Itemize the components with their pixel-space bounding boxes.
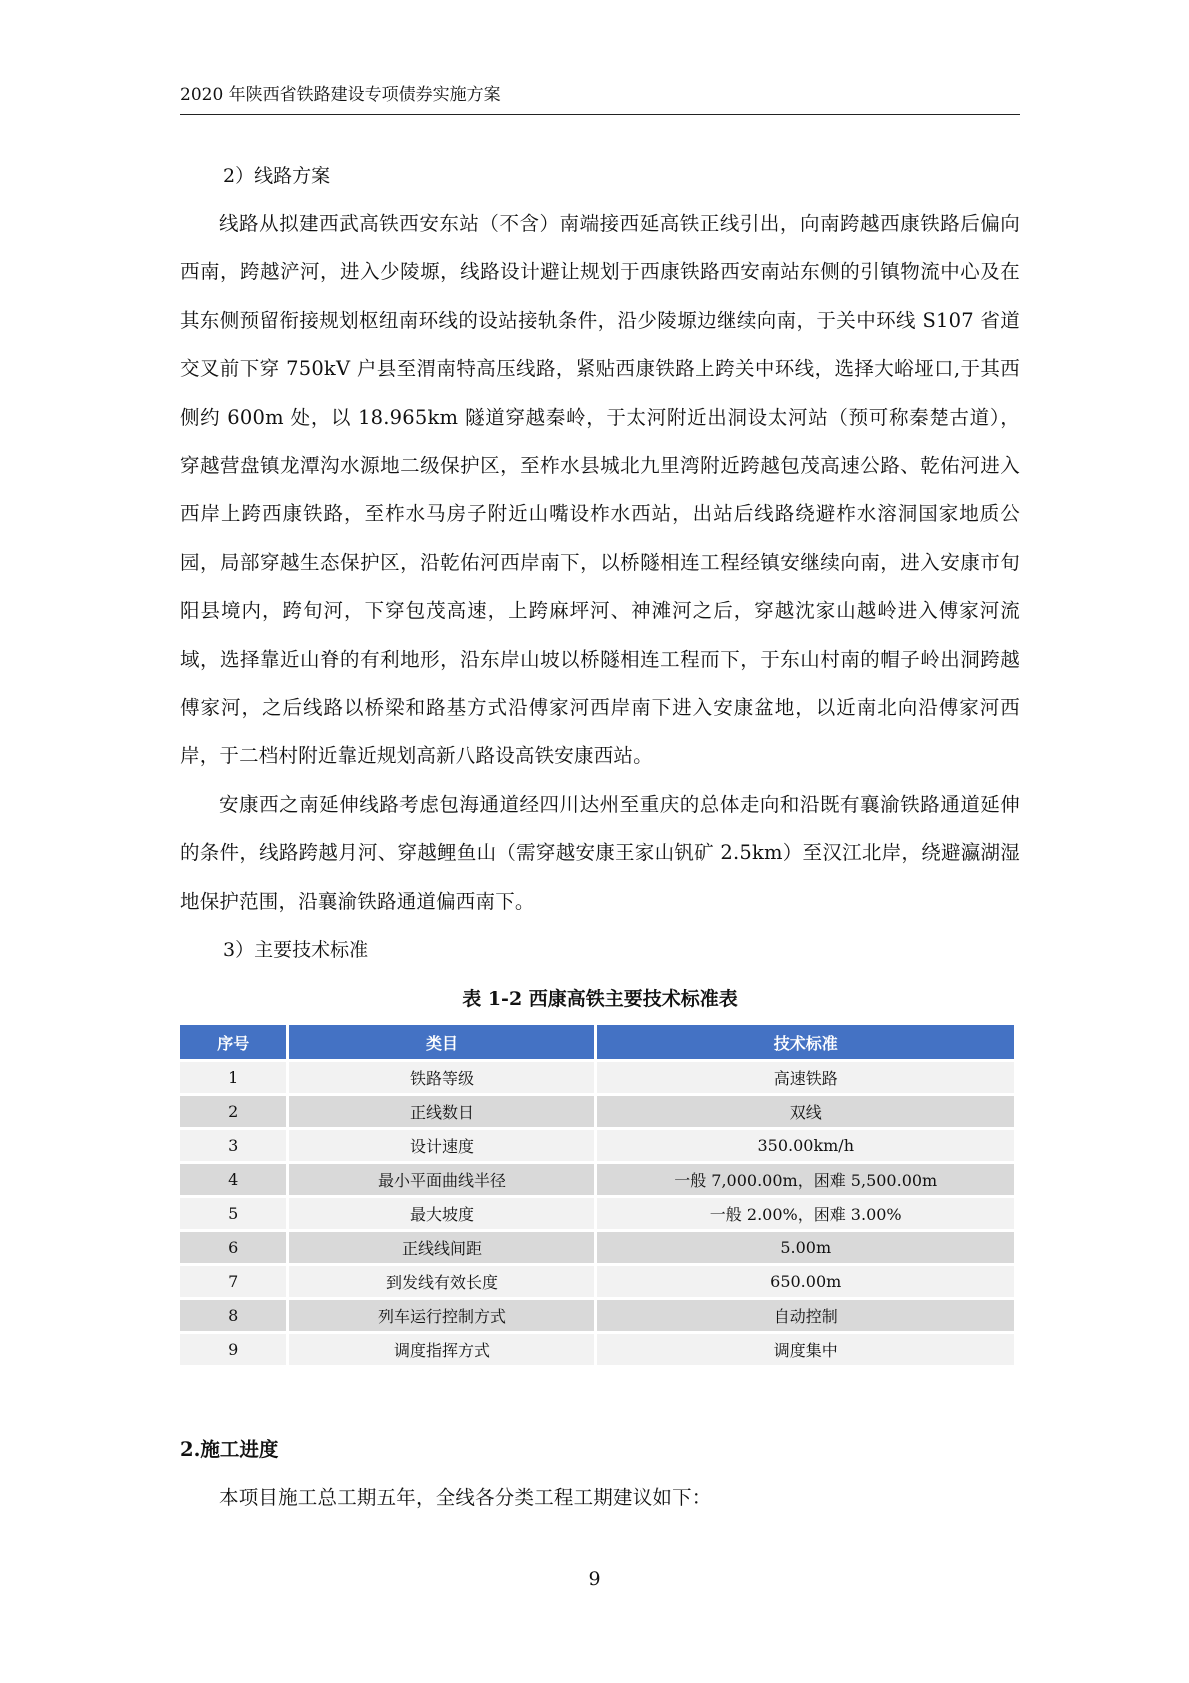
cell-index: 5 xyxy=(180,1198,286,1229)
table-row xyxy=(180,1198,1014,1229)
paragraph-schedule: 本项目施工总工期五年，全线各分类工程工期建议如下： xyxy=(219,1486,712,1510)
cell-category: 列车运行控制方式 xyxy=(289,1300,594,1331)
page-content xyxy=(180,152,1020,1523)
subheading-route-plan: 2）线路方案 xyxy=(223,165,331,187)
header-cell-standard: 技术标准 xyxy=(597,1025,1014,1059)
table-row xyxy=(180,1300,1014,1331)
cell-standard: 自动控制 xyxy=(597,1300,1014,1331)
cell-category: 铁路等级 xyxy=(289,1062,594,1093)
header-cell-index: 序号 xyxy=(180,1025,286,1059)
table-row xyxy=(180,1266,1014,1297)
cell-index: 1 xyxy=(180,1062,286,1093)
cell-category: 调度指挥方式 xyxy=(289,1334,594,1365)
cell-index: 9 xyxy=(180,1334,286,1365)
cell-standard: 650.00m xyxy=(597,1266,1014,1297)
cell-category: 设计速度 xyxy=(289,1130,594,1161)
cell-standard: 5.00m xyxy=(597,1232,1014,1263)
cell-index: 6 xyxy=(180,1232,286,1263)
cell-standard: 高速铁路 xyxy=(597,1062,1014,1093)
cell-category: 正线线间距 xyxy=(289,1232,594,1263)
table-caption: 表 1-2 西康高铁主要技术标准表 xyxy=(462,988,738,1011)
header-cell-category: 类目 xyxy=(289,1025,594,1059)
cell-category: 最小平面曲线半径 xyxy=(289,1164,594,1195)
cell-standard: 调度集中 xyxy=(597,1334,1014,1365)
cell-index: 7 xyxy=(180,1266,286,1297)
table-row xyxy=(180,1130,1014,1161)
cell-category: 最大坡度 xyxy=(289,1198,594,1229)
cell-standard: 350.00km/h xyxy=(597,1130,1014,1161)
table-header-row xyxy=(180,1025,1014,1059)
cell-standard: 双线 xyxy=(597,1096,1014,1127)
table-row xyxy=(180,1164,1014,1195)
table-row xyxy=(180,1062,1014,1093)
page-number: 9 xyxy=(588,1568,601,1590)
cell-index: 3 xyxy=(180,1130,286,1161)
cell-standard: 一般 2.00%，困难 3.00% xyxy=(597,1198,1014,1229)
cell-category: 正线数日 xyxy=(289,1096,594,1127)
header-title: 2020 年陕西省铁路建设专项债券实施方案 xyxy=(180,85,501,105)
cell-index: 2 xyxy=(180,1096,286,1127)
cell-index: 8 xyxy=(180,1300,286,1331)
subheading-technical-standards: 3）主要技术标准 xyxy=(223,939,369,962)
table-row xyxy=(180,1232,1014,1263)
paragraph-route-description: 线路从拟建西武高铁西安东站（不含）南端接西延高铁正线引出，向南跨越西康铁路后偏向西南，跨越浐河，进入少陵塬，线路设计避让规划于西康铁路西安南站东侧的引镇物流中心及在其东侧预留衔接规划枢纽南环线的设站接轨条件，沿少陵塬边继续向南，于关中环线 S107 省道交叉前下穿 750kV 户县至渭南特高压线路，紧贴西康铁路上跨关中环线，选择大峪垭口,于其西侧约 600m 处，以 18.965km 隧道穿越秦岭，于太河附近出洞设太河站（预可称秦楚古道），穿越营盘镇龙潭沟水源地二级保护区，至柞水县城北九里湾附近跨越包茂高速公路、乾佑河进入西岸上跨西康铁路，至柞水马房子附近山嘴设柞水西站，出站后线路绕避柞水溶洞国家地质公园，局部穿越生态保护区，沿乾佑河西岸南下，以桥隧相连工程经镇安继续向南，进入安康市旬阳县境内，跨旬河，下穿包茂高速，上跨麻坪河、神滩河之后，穿越沈家山越岭进入傅家河流域，选择靠近山脊的有利地形，沿东岸山坡以桥隧相连工程而下，于东山村南的帽子岭出洞跨越傅家河，之后线路以桥梁和路基方式沿傅家河西岸南下进入安康盆地，以近南北向沿傅家河西岸，于二档村附近靠近规划高新八路设高铁安康西站。 xyxy=(180,212,1020,768)
cell-index: 4 xyxy=(180,1164,286,1195)
table-row xyxy=(180,1096,1014,1127)
paragraph-route-extension: 安康西之南延伸线路考虑包海通道经四川达州至重庆的总体走向和沿既有襄渝铁路通道延伸的条件，线路跨越月河、穿越鲤鱼山（需穿越安康王家山钒矿 2.5km）至汉江北岸，绕避瀛湖湿地保护范围，沿襄渝铁路通道偏西南下。 xyxy=(180,792,1020,913)
cell-standard: 一般 7,000.00m，困难 5,500.00m xyxy=(597,1164,1014,1195)
technical-standards-table xyxy=(177,1022,1017,1368)
table-row xyxy=(180,1334,1014,1365)
cell-category: 到发线有效长度 xyxy=(289,1266,594,1297)
page-header xyxy=(180,84,1020,115)
section-heading-schedule: 2.施工进度 xyxy=(180,1438,279,1462)
